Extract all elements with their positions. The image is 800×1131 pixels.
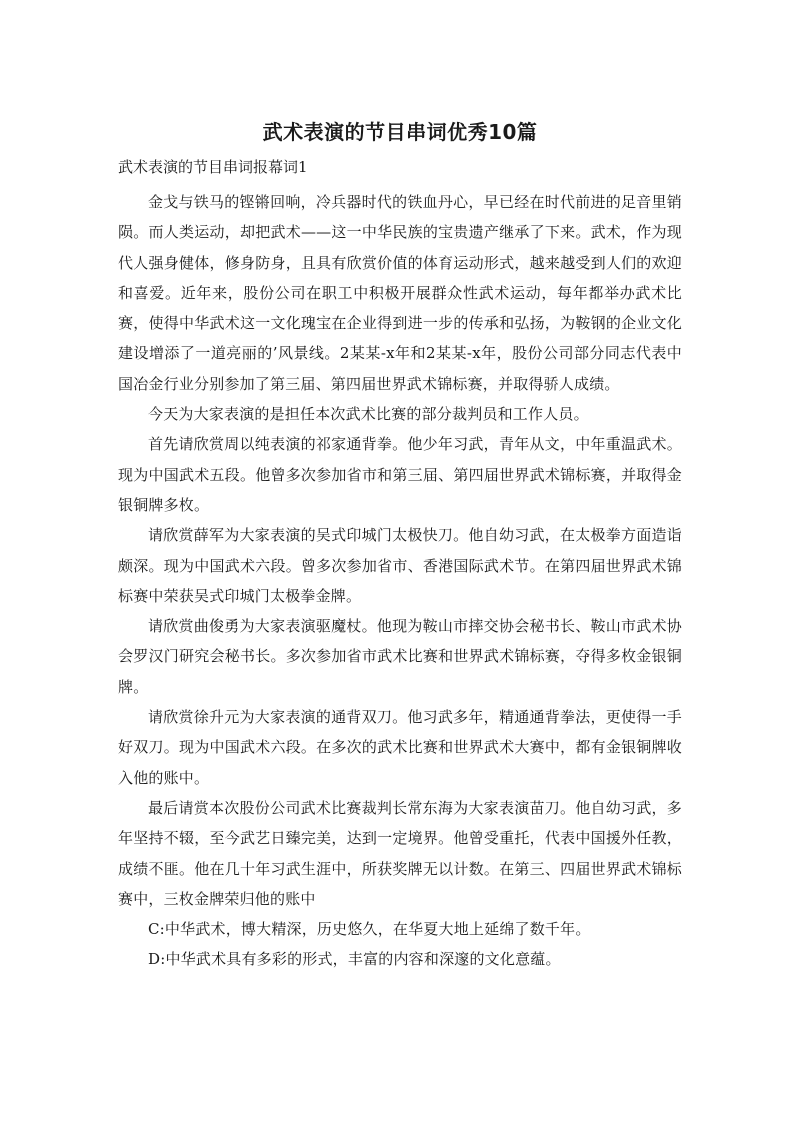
paragraph-chang: 最后请赏本次股份公司武术比赛裁判长常东海为大家表演苗刀。他自幼习武，多年坚持不辍，至今武艺日臻完美，达到一定境界。他曾受重托，代表中国援外任教，成绩不匪。他在几十年习武生涯中，所获奖牌无以计数。在第三、四届世界武术锦标赛中，三枚金牌荣归他的账中	[118, 798, 682, 908]
paragraph-c: C:中华武术，博大精深，历史悠久，在华夏大地上延绵了数千年。	[148, 920, 591, 939]
paragraph-xu: 请欣赏徐升元为大家表演的通背双刀。他习武多年，精通通背拳法，更使得一手好双刀。现为中国武术六段。在多次的武术比赛和世界武术大赛中，都有金银铜牌收入他的账中。	[118, 708, 682, 787]
paragraph-performers: 今天为大家表演的是担任本次武术比赛的部分裁判员和工作人员。	[148, 405, 589, 424]
paragraph-xue: 请欣赏薛军为大家表演的吴式印城门太极快刀。他自幼习武，在太极拳方面造诣颇深。现为中国武术六段。曾多次参加省市、香港国际武术节。在第四届世界武术锦标赛中荣获吴式印城门太极拳金牌。	[118, 526, 682, 605]
paragraph-intro: 金戈与铁马的铿锵回响，冷兵器时代的铁血丹心，早已经在时代前进的足音里销陨。而人类运动，却把武术——这一中华民族的宝贵遗产继承了下来。武术，作为现代人强身健体，修身防身，且具有欣赏价值的体育运动形式，越来越受到人们的欢迎和喜爱。近年来，股份公司在职工中积极开展群众性武术运动，每年都举办武术比赛，使得中华武术这一文化瑰宝在企业得到进一步的传承和弘扬，为鞍钢的企业文化建设增添了一道亮丽的’风景线。2某某-x年和2某某-x年，股份公司部分同志代表中国冶金行业分别参加了第三届、第四届世界武术锦标赛，并取得骄人成绩。	[118, 193, 682, 393]
document-title: 武术表演的节目串词优秀10篇	[262, 120, 538, 144]
paragraph-zhou: 首先请欣赏周以纯表演的祁家通背拳。他少年习武，青年从文，中年重温武术。现为中国武术五段。他曾多次参加省市和第三届、第四届世界武术锦标赛，并取得金银铜牌多枚。	[118, 435, 682, 514]
section-heading: 武术表演的节目串词报幕词1	[118, 158, 308, 176]
document-page	[118, 118, 682, 975]
paragraph-d: D:中华武术具有多彩的形式，丰富的内容和深邃的文化意蕴。	[148, 950, 561, 969]
paragraph-qu: 请欣赏曲俊勇为大家表演驱魔杖。他现为鞍山市摔交协会秘书长、鞍山市武术协会罗汉门研究会秘书长。多次参加省市武术比赛和世界武术锦标赛，夺得多枚金银铜牌。	[118, 617, 682, 696]
